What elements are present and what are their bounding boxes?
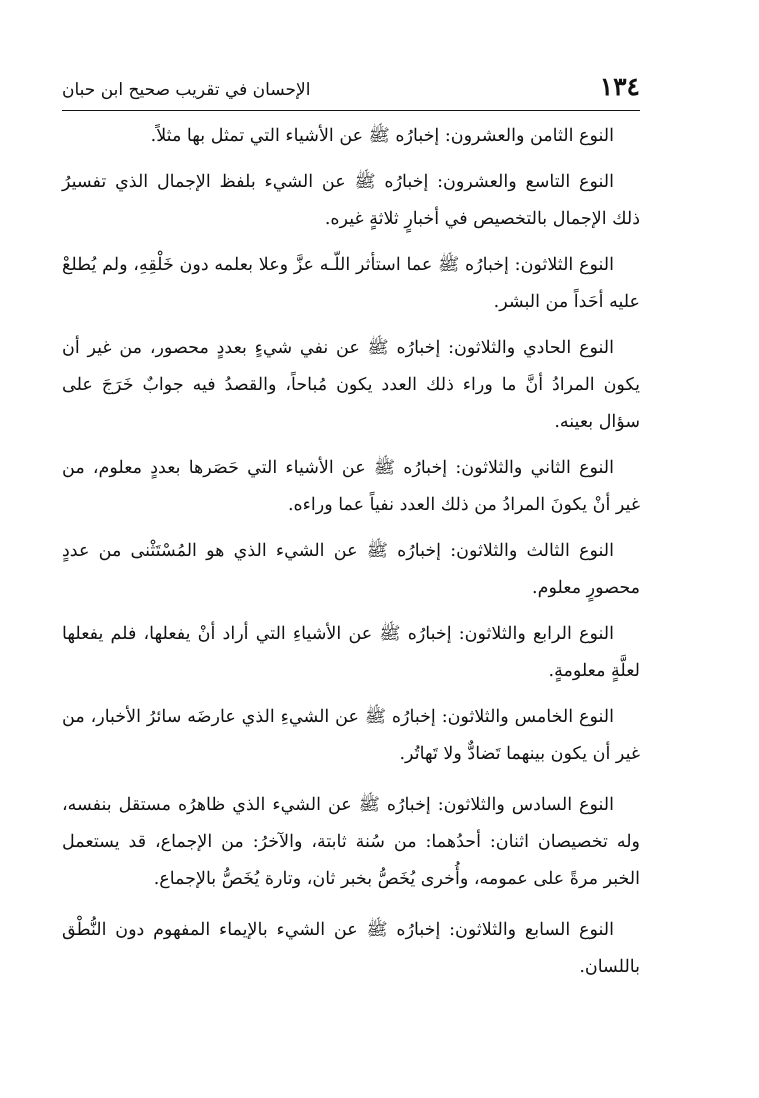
paragraph: النوع الخامس والثلاثون: إخبارُه ﷺ عن الشيءِ الذي عارضَه سائرُ الأخبار، من غير أن يكون بينهما تَضادٌّ ولا تَهاتُر. xyxy=(62,707,640,764)
page-header xyxy=(62,68,640,108)
header-rule xyxy=(62,110,640,111)
paragraph: النوع الثلاثون: إخبارُه ﷺ عما استأثر اللّـه عزَّ وعلا بعلمه دون خَلْقِهِ، ولم يُطلعْ عليه أحَداً من البشر. xyxy=(62,255,640,312)
paragraph: النوع الثاني والثلاثون: إخبارُه ﷺ عن الأشياء التي حَصَرها بعددٍ معلوم، من غير أنْ يكونَ المرادُ من ذلك العدد نفياً عما وراءه. xyxy=(62,458,640,515)
running-title: الإحسان في تقريب صحيح ابن حبان xyxy=(62,80,311,100)
page-number: ١٣٤ xyxy=(599,72,640,101)
body-text xyxy=(62,118,640,995)
paragraph: النوع التاسع والعشرون: إخبارُه ﷺ عن الشيء بلفظ الإجمال الذي تفسيرُ ذلك الإجمال بالتخصيص في أخبارٍ ثلاثةٍ غيره. xyxy=(62,172,640,229)
paragraph: النوع السادس والثلاثون: إخبارُه ﷺ عن الشيء الذي ظاهرُه مستقل بنفسه، وله تخصيصان اثنان: أحدُهما: من سُنة ثابتة، والآخرُ: من الإجماع، قد يستعمل الخبر مرةً على عمومه، وأُخرى يُخَصُّ بخبر ثان، وتارة يُخَصُّ بالإجماع. xyxy=(62,795,640,889)
paragraph: النوع الرابع والثلاثون: إخبارُه ﷺ عن الأشياءِ التي أراد أنْ يفعلها، فلم يفعلها لعلَّةٍ معلومةٍ. xyxy=(62,624,640,681)
paragraph: النوع السابع والثلاثون: إخبارُه ﷺ عن الشيء بالإيماء المفهوم دون النُّطْق باللسان. xyxy=(62,920,640,977)
paragraph: النوع الثامن والعشرون: إخبارُه ﷺ عن الأشياء التي تمثل بها مثلاً. xyxy=(150,126,614,146)
paragraph: النوع الثالث والثلاثون: إخبارُه ﷺ عن الشيء الذي هو المُسْتَثْنى من عددٍ محصورٍ معلوم. xyxy=(62,541,640,598)
paragraph: النوع الحادي والثلاثون: إخبارُه ﷺ عن نفي شيءٍ بعددٍ محصور، من غير أن يكون المرادُ أنَّ ما وراء ذلك العدد يكون مُباحاً، والقصدُ فيه جوابٌ خَرَجَ على سؤال بعينه. xyxy=(62,338,640,432)
